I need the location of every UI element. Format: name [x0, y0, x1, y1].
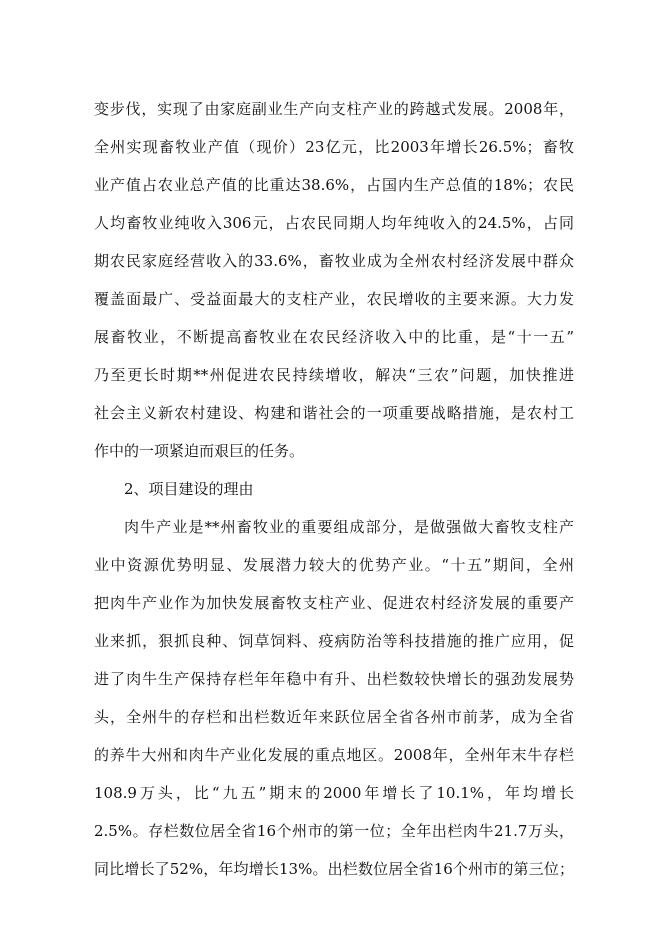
paragraph-1-line: 作中的一项紧迫而艰巨的任务。 — [94, 442, 305, 460]
paragraph-1-line: 展畜牧业，不断提高畜牧业在农民经济收入中的比重，是“十一五” — [94, 328, 574, 346]
paragraph-2-line: 进了肉牛生产保持存栏年年稳中有升、出栏数较快增长的强劲发展势 — [94, 670, 574, 688]
paragraph-1-line: 社会主义新农村建设、构建和谐社会的一项重要战略措施，是农村工 — [94, 404, 574, 422]
paragraph-1-line: 乃至更长时期**州促进农民持续增收，解决“三农”问题，加快推进 — [94, 366, 574, 384]
paragraph-1-line: 人均畜牧业纯收入306元，占农民同期人均年纯收入的24.5%，占同 — [94, 214, 574, 232]
paragraph-1-line: 全州实现畜牧业产值（现价）23亿元，比2003年增长26.5%；畜牧 — [94, 138, 574, 156]
section-heading: 2、项目建设的理由 — [124, 480, 254, 498]
paragraph-2-line: 的养牛大州和肉牛产业化发展的重点地区。2008年，全州年末牛存栏 — [94, 746, 574, 764]
paragraph-1-line: 覆盖面最广、受益面最大的支柱产业，农民增收的主要来源。大力发 — [94, 290, 574, 308]
paragraph-1-line: 业产值占农业总产值的比重达38.6%，占国内生产总值的18%；农民 — [94, 176, 574, 194]
paragraph-2-line: 108.9万头，比“九五”期末的2000年增长了10.1%，年均增长 — [94, 784, 574, 802]
paragraph-1-line: 变步伐，实现了由家庭副业生产向支柱产业的跨越式发展。2008年， — [94, 100, 574, 118]
paragraph-2-line: 同比增长了52%，年均增长13%。出栏数位居全省16个州市的第三位； — [94, 860, 574, 878]
paragraph-2-line: 业中资源优势明显、发展潜力较大的优势产业。“十五”期间，全州 — [94, 556, 574, 574]
paragraph-2-line: 业来抓，狠抓良种、饲草饲料、疫病防治等科技措施的推广应用，促 — [94, 632, 574, 650]
paragraph-2-line: 把肉牛产业作为加快发展畜牧支柱产业、促进农村经济发展的重要产 — [94, 594, 574, 612]
paragraph-2-line: 头，全州牛的存栏和出栏数近年来跃位居全省各州市前茅，成为全省 — [94, 708, 574, 726]
paragraph-2-line: 2.5%。存栏数位居全省16个州市的第一位；全年出栏肉牛21.7万头， — [94, 822, 574, 840]
paragraph-1-line: 期农民家庭经营收入的33.6%，畜牧业成为全州农村经济发展中群众 — [94, 252, 574, 270]
paragraph-2-line: 肉牛产业是**州畜牧业的重要组成部分，是做强做大畜牧支柱产 — [124, 518, 574, 536]
